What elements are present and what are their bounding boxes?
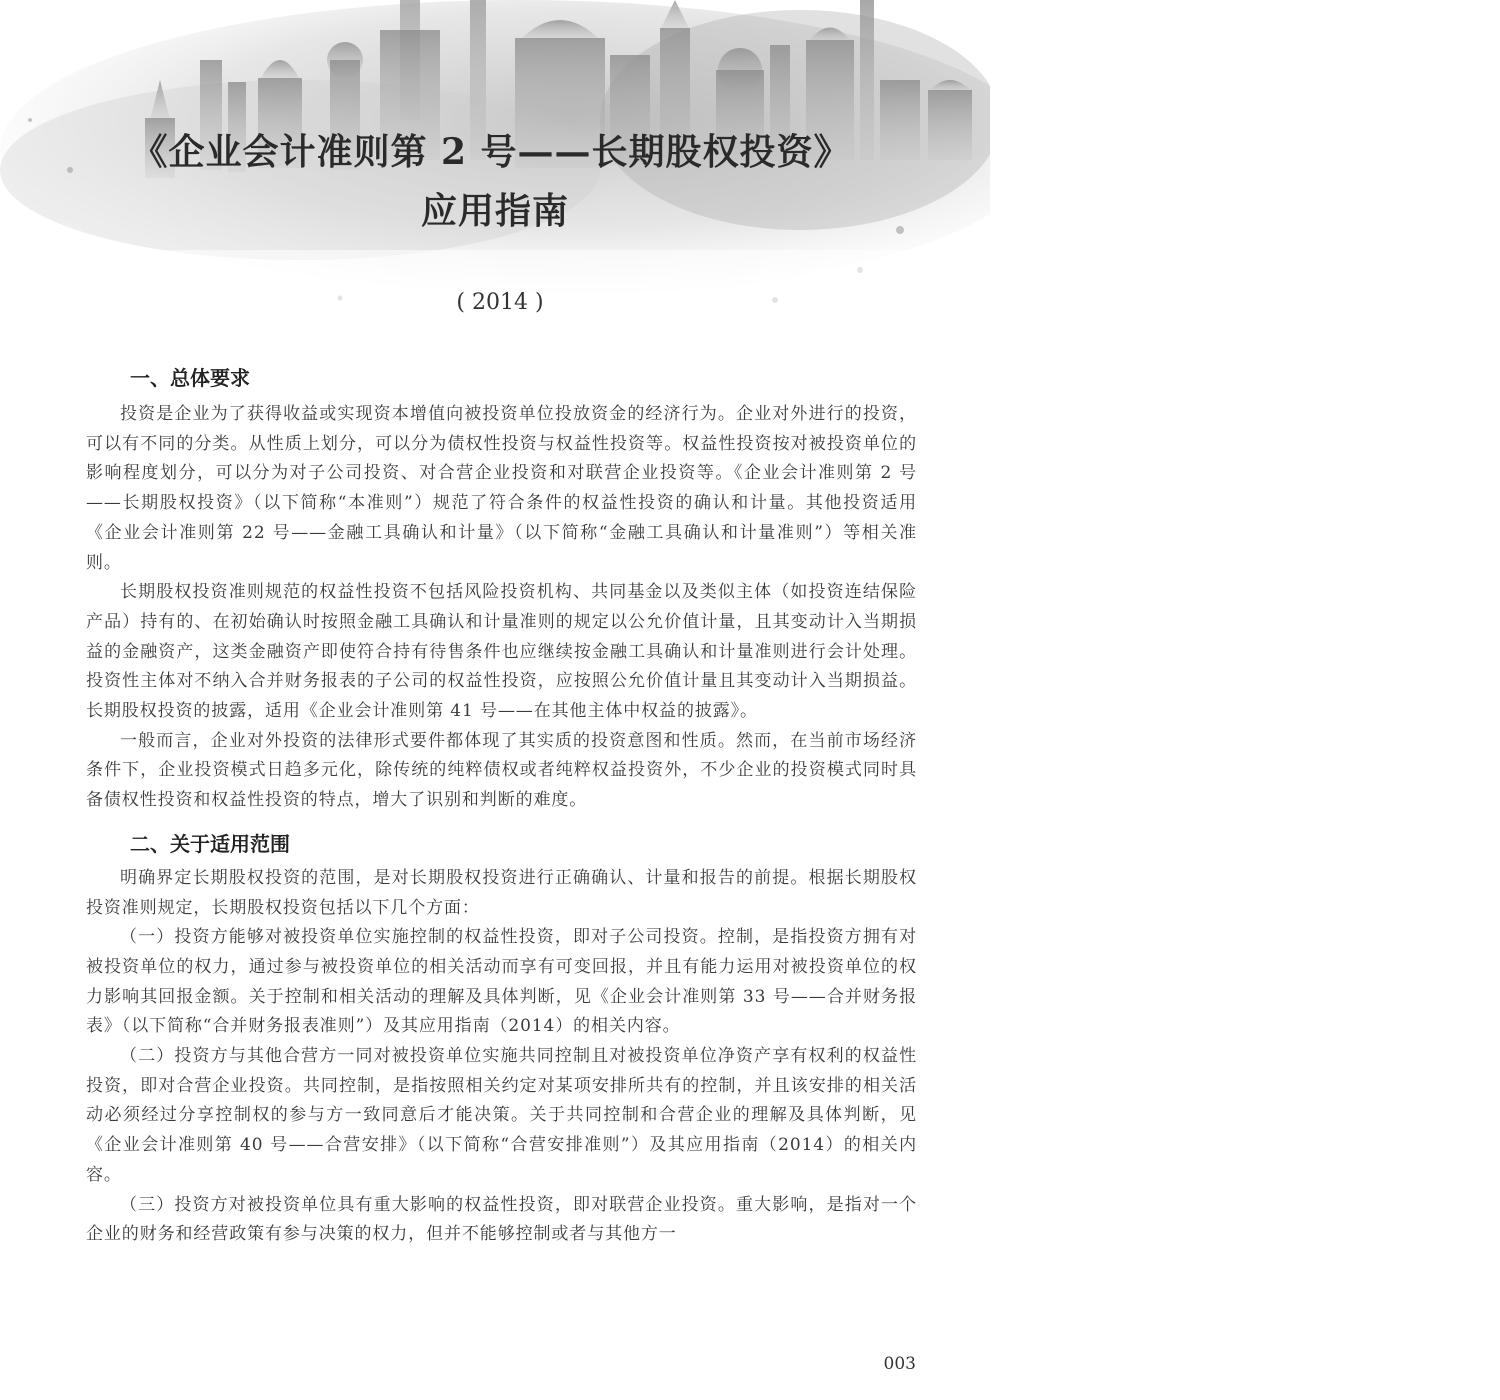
document-title-line-2: 应用指南 bbox=[420, 190, 569, 232]
section-heading-scope: 二、关于适用范围 bbox=[130, 831, 290, 856]
document-title-line-1: 《企业会计准则第 2 号——长期股权投资》 bbox=[131, 131, 851, 173]
paragraph: （三）投资方对被投资单位具有重大影响的权益性投资，即对联营企业投资。重大影响，是指对一个企业的财务和经营政策有参与决策的权力，但并不能够控制或者与其他方一 bbox=[86, 1194, 917, 1245]
paragraph: （一）投资方能够对被投资单位实施控制的权益性投资，即对子公司投资。控制，是指投资方拥有对被投资单位的权力，通过参与被投资单位的相关活动而享有可变回报，并且有能力运用对被投资单位的权力影响其回报金额。关于控制和相关活动的理解及具体判断，见《企业会计准则第 33 号——合并财务报表》（以下简称“合并财务报表准则”）及其应用指南（2014）的相关内容。 bbox=[86, 927, 917, 1037]
section-heading-general-requirements: 一、总体要求 bbox=[130, 366, 250, 390]
paragraph: （二）投资方与其他合营方一同对被投资单位实施共同控制且对被投资单位净资产享有权利的权益性投资，即对合营企业投资。共同控制，是指按照相关约定对某项安排所共有的控制，并且该安排的相关活动必须经过分享控制权的参与方一致同意后才能决策。关于共同控制和合营企业的理解及具体判断，见《企业会计准则第 40 号——合营安排》（以下简称“合营安排准则”）及其应用指南（2014）的相关内容。 bbox=[86, 1046, 917, 1185]
document-body bbox=[86, 360, 917, 1250]
paragraph: 长期股权投资准则规范的权益性投资不包括风险投资机构、共同基金以及类似主体（如投资连结保险产品）持有的、在初始确认时按照金融工具确认和计量准则的规定以公允价值计量，且其变动计入当期损益的金融资产，这类金融资产即使符合持有待售条件也应继续按金融工具确认和计量准则进行会计处理。投资性主体对不纳入合并财务报表的子公司的权益性投资，应按照公允价值计量且其变动计入当期损益。长期股权投资的披露，适用《企业会计准则第 41 号——在其他主体中权益的披露》。 bbox=[86, 582, 917, 722]
page-number: 003 bbox=[883, 1354, 916, 1374]
document-year: ( 2014 ) bbox=[456, 290, 544, 315]
paragraph: 一般而言，企业对外投资的法律形式要件都体现了其实质的投资意图和性质。然而，在当前市场经济条件下，企业投资模式日趋多元化，除传统的纯粹债权或者纯粹权益投资外，不少企业的投资模式同时具备债权性投资和权益性投资的特点，增大了识别和判断的难度。 bbox=[86, 730, 917, 811]
paragraph: 明确界定长期股权投资的范围，是对长期股权投资进行正确确认、计量和报告的前提。根据长期股权投资准则规定，长期股权投资包括以下几个方面： bbox=[86, 867, 917, 918]
paragraph: 投资是企业为了获得收益或实现资本增值向被投资单位投放资金的经济行为。企业对外进行的投资，可以有不同的分类。从性质上划分，可以分为债权性投资与权益性投资等。权益性投资按对被投资单位的影响程度划分，可以分为对子公司投资、对合营企业投资和对联营企业投资等。《企业会计准则第 2 号——长期股权投资》（以下简称“本准则”）规范了符合条件的权益性投资的确认和计量。其他投资适用《企业会计准则第 22 号——金融工具确认和计量》（以下简称“金融工具确认和计量准则”）等相关准则。 bbox=[86, 404, 917, 573]
